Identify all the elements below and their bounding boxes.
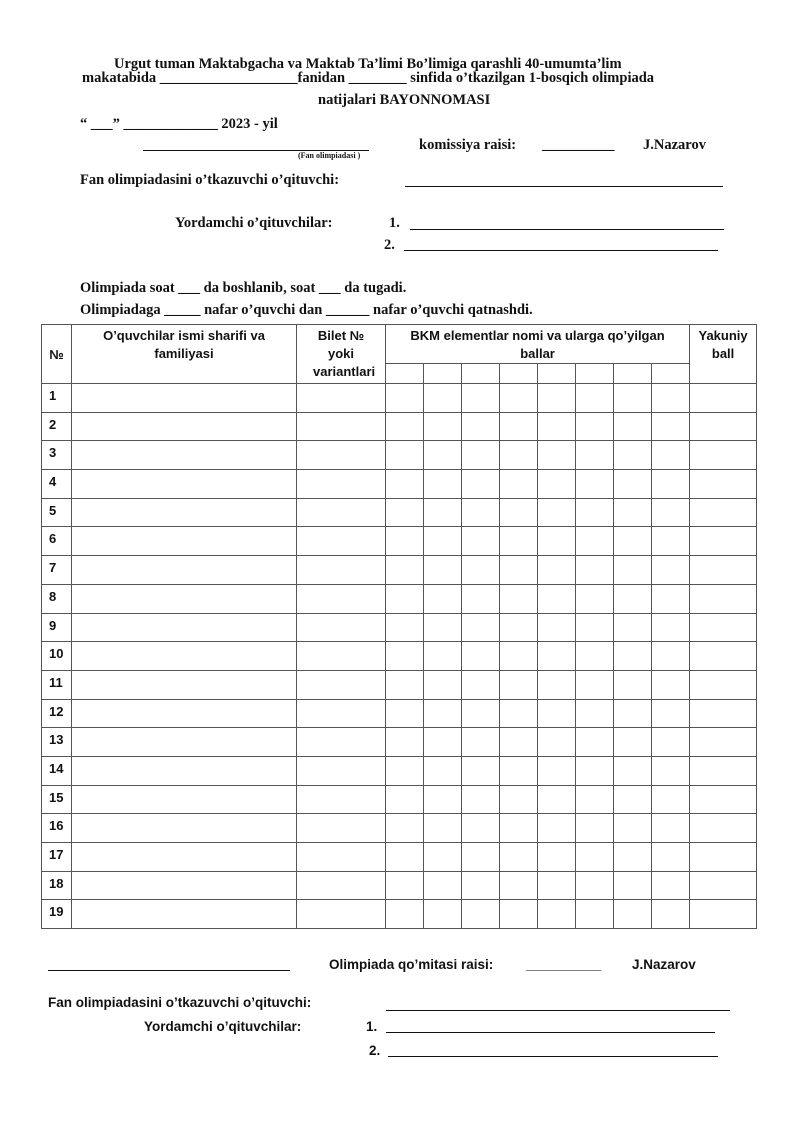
committee-chair-name: J.Nazarov (632, 957, 696, 972)
score-cell[interactable] (576, 785, 614, 814)
score-cell[interactable] (424, 556, 462, 585)
score-cell[interactable] (538, 900, 576, 929)
score-cell[interactable] (538, 470, 576, 499)
score-cell[interactable] (538, 441, 576, 470)
score-cell[interactable] (424, 814, 462, 843)
row-number: 6 (42, 527, 72, 556)
score-cell[interactable] (576, 441, 614, 470)
score-cell[interactable] (652, 441, 690, 470)
table-row (42, 470, 757, 499)
score-cell[interactable] (614, 470, 652, 499)
time-line[interactable]: Olimpiada soat ___ da boshlanib, soat ___ da tugadi. (80, 280, 407, 296)
score-cell[interactable] (500, 900, 538, 929)
score-cell[interactable] (500, 756, 538, 785)
score-cell[interactable] (538, 384, 576, 413)
score-cell[interactable] (614, 527, 652, 556)
row-number: 14 (42, 756, 72, 785)
score-cell[interactable] (576, 843, 614, 872)
score-cell[interactable] (386, 441, 424, 470)
score-cell[interactable] (500, 498, 538, 527)
score-cell[interactable] (462, 613, 500, 642)
score-cell[interactable] (462, 527, 500, 556)
row-number: 4 (42, 470, 72, 499)
score-cell[interactable] (500, 642, 538, 671)
header-bkm-elements: BKM elementlar nomi va ularga qo’yilgan ballar (386, 325, 690, 364)
score-cell[interactable] (386, 642, 424, 671)
score-cell[interactable] (576, 900, 614, 929)
score-cell[interactable] (462, 756, 500, 785)
ticket-cell[interactable] (297, 412, 386, 441)
score-cell[interactable] (424, 756, 462, 785)
footer-assistant-1-field[interactable] (386, 1032, 715, 1033)
score-cell[interactable] (576, 584, 614, 613)
score-cell[interactable] (424, 527, 462, 556)
table-row (42, 384, 757, 413)
table-row (42, 556, 757, 585)
row-number: 17 (42, 843, 72, 872)
table-row (42, 527, 757, 556)
final-score-cell[interactable] (690, 556, 757, 585)
header-line-1: Urgut tuman Maktabgacha va Maktab Ta’limi Bo’limiga qarashli 40-umumta’lim (114, 56, 622, 72)
element-col-8[interactable] (652, 364, 690, 384)
ticket-cell[interactable] (297, 470, 386, 499)
score-cell[interactable] (500, 670, 538, 699)
score-cell[interactable] (652, 498, 690, 527)
element-col-6[interactable] (576, 364, 614, 384)
score-cell[interactable] (652, 871, 690, 900)
score-cell[interactable] (462, 498, 500, 527)
score-cell[interactable] (614, 900, 652, 929)
commission-chair-name: J.Nazarov (643, 137, 706, 153)
score-cell[interactable] (614, 843, 652, 872)
table-row (42, 699, 757, 728)
score-cell[interactable] (538, 670, 576, 699)
committee-chair-label: Olimpiada qo’mitasi raisi: (329, 957, 494, 972)
final-score-cell[interactable] (690, 670, 757, 699)
student-name-cell[interactable] (72, 412, 297, 441)
score-cell[interactable] (500, 470, 538, 499)
score-cell[interactable] (462, 441, 500, 470)
ticket-cell[interactable] (297, 843, 386, 872)
score-cell[interactable] (614, 556, 652, 585)
score-cell[interactable] (462, 412, 500, 441)
footer-signature-field[interactable] (48, 970, 290, 971)
score-cell[interactable] (576, 412, 614, 441)
score-cell[interactable] (462, 728, 500, 757)
score-cell[interactable] (576, 728, 614, 757)
row-number: 19 (42, 900, 72, 929)
score-cell[interactable] (614, 756, 652, 785)
score-cell[interactable] (576, 670, 614, 699)
score-cell[interactable] (614, 871, 652, 900)
score-cell[interactable] (652, 814, 690, 843)
row-number: 5 (42, 498, 72, 527)
score-cell[interactable] (462, 670, 500, 699)
score-cell[interactable] (462, 556, 500, 585)
score-cell[interactable] (386, 613, 424, 642)
score-cell[interactable] (424, 699, 462, 728)
score-cell[interactable] (424, 843, 462, 872)
table-row (42, 412, 757, 441)
student-name-cell[interactable] (72, 384, 297, 413)
score-cell[interactable] (576, 642, 614, 671)
final-score-cell[interactable] (690, 441, 757, 470)
final-score-cell[interactable] (690, 699, 757, 728)
table-row (42, 441, 757, 470)
score-cell[interactable] (652, 470, 690, 499)
score-cell[interactable] (614, 699, 652, 728)
table-row (42, 498, 757, 527)
score-cell[interactable] (576, 556, 614, 585)
document-title: natijalari BAYONNOMASI (318, 92, 491, 108)
score-cell[interactable] (500, 584, 538, 613)
student-name-cell[interactable] (72, 498, 297, 527)
ticket-cell[interactable] (297, 728, 386, 757)
commission-chair-label: komissiya raisi: (419, 137, 517, 153)
table-row (42, 670, 757, 699)
score-cell[interactable] (614, 670, 652, 699)
row-number: 2 (42, 412, 72, 441)
final-score-cell[interactable] (690, 527, 757, 556)
score-cell[interactable] (538, 498, 576, 527)
score-cell[interactable] (576, 699, 614, 728)
score-cell[interactable] (652, 728, 690, 757)
score-cell[interactable] (424, 584, 462, 613)
row-number: 13 (42, 728, 72, 757)
ticket-cell[interactable] (297, 498, 386, 527)
student-name-cell[interactable] (72, 728, 297, 757)
final-score-cell[interactable] (690, 384, 757, 413)
row-number: 11 (42, 670, 72, 699)
score-cell[interactable] (576, 498, 614, 527)
element-col-5[interactable] (538, 364, 576, 384)
footer-assistant-2-field[interactable] (388, 1056, 718, 1057)
table-row (42, 900, 757, 929)
final-score-cell[interactable] (690, 642, 757, 671)
score-cell[interactable] (424, 785, 462, 814)
score-cell[interactable] (386, 728, 424, 757)
teacher-label: Fan olimpiadasini o’tkazuvchi o’qituvchi: (80, 172, 340, 188)
row-number: 7 (42, 556, 72, 585)
score-cell[interactable] (424, 900, 462, 929)
score-cell[interactable] (538, 613, 576, 642)
assistant-2-field[interactable] (404, 250, 718, 251)
score-cell[interactable] (652, 412, 690, 441)
table-row (42, 613, 757, 642)
final-score-cell[interactable] (690, 814, 757, 843)
score-cell[interactable] (386, 584, 424, 613)
date-line[interactable]: “ ___” _____________ 2023 - yil (80, 116, 278, 132)
score-cell[interactable] (386, 785, 424, 814)
score-cell[interactable] (538, 728, 576, 757)
student-name-cell[interactable] (72, 470, 297, 499)
element-col-2[interactable] (424, 364, 462, 384)
element-col-1[interactable] (386, 364, 424, 384)
final-score-cell[interactable] (690, 584, 757, 613)
student-name-cell[interactable] (72, 871, 297, 900)
ticket-cell[interactable] (297, 556, 386, 585)
score-cell[interactable] (538, 843, 576, 872)
final-score-cell[interactable] (690, 756, 757, 785)
teacher-field[interactable] (405, 186, 723, 187)
score-cell[interactable] (500, 441, 538, 470)
row-number: 1 (42, 384, 72, 413)
score-cell[interactable] (576, 814, 614, 843)
student-name-cell[interactable] (72, 843, 297, 872)
assistant-1-number: 1. (389, 215, 400, 231)
assistant-2-number: 2. (384, 237, 395, 253)
score-cell[interactable] (538, 871, 576, 900)
score-cell[interactable] (576, 613, 614, 642)
score-cell[interactable] (500, 871, 538, 900)
score-cell[interactable] (576, 527, 614, 556)
score-cell[interactable] (424, 470, 462, 499)
row-number: 8 (42, 584, 72, 613)
score-cell[interactable] (424, 412, 462, 441)
header-line-2: makatabida ___________________fanidan ________ sinfida o’tkazilgan 1-bosqich olimpiada (82, 70, 655, 86)
student-name-cell[interactable] (72, 613, 297, 642)
table-row (42, 642, 757, 671)
score-cell[interactable] (386, 756, 424, 785)
final-score-cell[interactable] (690, 843, 757, 872)
header-ticket: Bilet № yoki variantlari (297, 325, 386, 384)
assistant-1-field[interactable] (410, 229, 724, 230)
ticket-cell[interactable] (297, 670, 386, 699)
score-cell[interactable] (614, 384, 652, 413)
final-score-cell[interactable] (690, 785, 757, 814)
footer-teacher-label: Fan olimpiadasini o’tkazuvchi o’qituvchi: (48, 995, 312, 1010)
score-cell[interactable] (386, 670, 424, 699)
table-row (42, 814, 757, 843)
score-cell[interactable] (538, 785, 576, 814)
score-cell[interactable] (538, 412, 576, 441)
score-cell[interactable] (538, 699, 576, 728)
student-name-cell[interactable] (72, 814, 297, 843)
footer-teacher-field[interactable] (386, 1010, 730, 1011)
score-cell[interactable] (652, 384, 690, 413)
row-number: 18 (42, 871, 72, 900)
score-cell[interactable] (462, 814, 500, 843)
student-name-cell[interactable] (72, 441, 297, 470)
score-cell[interactable] (462, 900, 500, 929)
final-score-cell[interactable] (690, 412, 757, 441)
element-col-7[interactable] (614, 364, 652, 384)
score-cell[interactable] (652, 642, 690, 671)
score-cell[interactable] (424, 728, 462, 757)
final-score-cell[interactable] (690, 871, 757, 900)
score-cell[interactable] (386, 384, 424, 413)
score-cell[interactable] (386, 412, 424, 441)
score-cell[interactable] (652, 699, 690, 728)
score-cell[interactable] (538, 527, 576, 556)
score-cell[interactable] (538, 584, 576, 613)
score-cell[interactable] (462, 871, 500, 900)
score-cell[interactable] (576, 384, 614, 413)
score-cell[interactable] (652, 756, 690, 785)
participants-line[interactable]: Olimpiadaga _____ nafar o’quvchi dan ______ nafar o’quvchi qatnashdi. (80, 302, 533, 318)
fan-olimpiadasi-caption: (Fan olimpiadasi ) (298, 151, 361, 160)
score-cell[interactable] (652, 584, 690, 613)
score-cell[interactable] (386, 527, 424, 556)
ticket-cell[interactable] (297, 527, 386, 556)
score-cell[interactable] (500, 412, 538, 441)
score-cell[interactable] (538, 556, 576, 585)
final-score-cell[interactable] (690, 498, 757, 527)
score-cell[interactable] (386, 498, 424, 527)
table-row (42, 871, 757, 900)
score-cell[interactable] (386, 699, 424, 728)
footer-assistants-label: Yordamchi o’qituvchilar: (144, 1019, 302, 1034)
element-col-3[interactable] (462, 364, 500, 384)
header-final-score: Yakuniy ball (690, 325, 757, 384)
student-name-cell[interactable] (72, 584, 297, 613)
student-name-cell[interactable] (72, 756, 297, 785)
score-cell[interactable] (538, 756, 576, 785)
table-row (42, 843, 757, 872)
ticket-cell[interactable] (297, 384, 386, 413)
score-cell[interactable] (652, 556, 690, 585)
score-cell[interactable] (652, 613, 690, 642)
score-cell[interactable] (614, 814, 652, 843)
score-cell[interactable] (652, 527, 690, 556)
score-cell[interactable] (424, 613, 462, 642)
ticket-cell[interactable] (297, 785, 386, 814)
score-cell[interactable] (424, 642, 462, 671)
ticket-cell[interactable] (297, 642, 386, 671)
commission-chair-signature[interactable]: __________ (542, 137, 615, 153)
score-cell[interactable] (386, 843, 424, 872)
row-number: 15 (42, 785, 72, 814)
table-row (42, 756, 757, 785)
score-cell[interactable] (652, 670, 690, 699)
student-name-cell[interactable] (72, 556, 297, 585)
score-cell[interactable] (614, 613, 652, 642)
score-cell[interactable] (424, 498, 462, 527)
assistants-label: Yordamchi o’qituvchilar: (175, 215, 333, 231)
footer-assistant-2-number: 2. (369, 1043, 381, 1058)
score-cell[interactable] (462, 843, 500, 872)
results-table (41, 324, 757, 929)
ticket-cell[interactable] (297, 613, 386, 642)
score-cell[interactable] (386, 900, 424, 929)
score-cell[interactable] (652, 785, 690, 814)
score-cell[interactable] (386, 871, 424, 900)
score-cell[interactable] (614, 498, 652, 527)
score-cell[interactable] (500, 843, 538, 872)
score-cell[interactable] (424, 670, 462, 699)
table-row (42, 785, 757, 814)
score-cell[interactable] (500, 527, 538, 556)
score-cell[interactable] (576, 756, 614, 785)
student-name-cell[interactable] (72, 699, 297, 728)
score-cell[interactable] (614, 642, 652, 671)
student-name-cell[interactable] (72, 527, 297, 556)
score-cell[interactable] (424, 441, 462, 470)
score-cell[interactable] (500, 613, 538, 642)
score-cell[interactable] (462, 384, 500, 413)
row-number: 9 (42, 613, 72, 642)
header-number: № (42, 325, 72, 384)
ticket-cell[interactable] (297, 441, 386, 470)
student-name-cell[interactable] (72, 642, 297, 671)
committee-chair-signature[interactable]: __________ (526, 957, 602, 972)
score-cell[interactable] (462, 470, 500, 499)
score-cell[interactable] (576, 871, 614, 900)
row-number: 12 (42, 699, 72, 728)
score-cell[interactable] (424, 384, 462, 413)
score-cell[interactable] (652, 843, 690, 872)
score-cell[interactable] (386, 470, 424, 499)
table-row (42, 584, 757, 613)
element-col-4[interactable] (500, 364, 538, 384)
score-cell[interactable] (386, 814, 424, 843)
header-student-name: O’quvchilar ismi sharifi va familiyasi (72, 325, 297, 384)
student-name-cell[interactable] (72, 785, 297, 814)
score-cell[interactable] (614, 728, 652, 757)
ticket-cell[interactable] (297, 871, 386, 900)
score-cell[interactable] (386, 556, 424, 585)
row-number: 10 (42, 642, 72, 671)
score-cell[interactable] (500, 785, 538, 814)
final-score-cell[interactable] (690, 613, 757, 642)
row-number: 16 (42, 814, 72, 843)
ticket-cell[interactable] (297, 699, 386, 728)
score-cell[interactable] (576, 470, 614, 499)
student-name-cell[interactable] (72, 670, 297, 699)
table-row (42, 728, 757, 757)
final-score-cell[interactable] (690, 470, 757, 499)
ticket-cell[interactable] (297, 814, 386, 843)
score-cell[interactable] (538, 642, 576, 671)
final-score-cell[interactable] (690, 728, 757, 757)
score-cell[interactable] (462, 642, 500, 671)
final-score-cell[interactable] (690, 900, 757, 929)
score-cell[interactable] (538, 814, 576, 843)
score-cell[interactable] (614, 412, 652, 441)
score-cell[interactable] (614, 584, 652, 613)
score-cell[interactable] (424, 871, 462, 900)
ticket-cell[interactable] (297, 900, 386, 929)
score-cell[interactable] (500, 556, 538, 585)
score-cell[interactable] (614, 785, 652, 814)
student-name-cell[interactable] (72, 900, 297, 929)
score-cell[interactable] (462, 584, 500, 613)
ticket-cell[interactable] (297, 756, 386, 785)
score-cell[interactable] (500, 814, 538, 843)
row-number: 3 (42, 441, 72, 470)
footer-assistant-1-number: 1. (366, 1019, 378, 1034)
score-cell[interactable] (500, 728, 538, 757)
score-cell[interactable] (462, 699, 500, 728)
score-cell[interactable] (500, 384, 538, 413)
score-cell[interactable] (462, 785, 500, 814)
score-cell[interactable] (652, 900, 690, 929)
ticket-cell[interactable] (297, 584, 386, 613)
score-cell[interactable] (500, 699, 538, 728)
score-cell[interactable] (614, 441, 652, 470)
